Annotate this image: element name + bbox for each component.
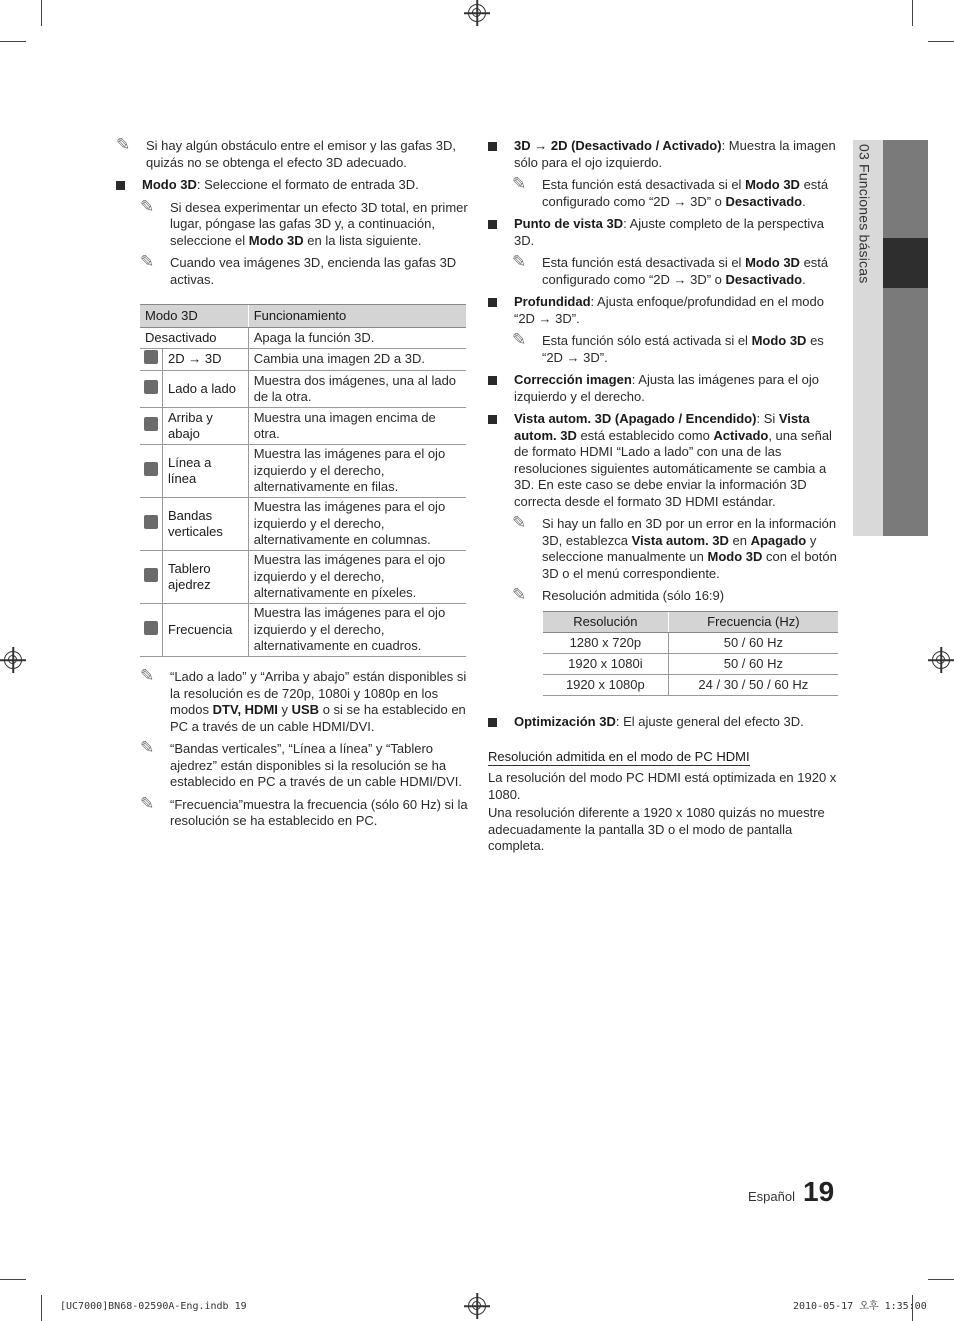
resolution-cell: 1920 x 1080i xyxy=(543,654,668,675)
pencil-note-icon: ✎ xyxy=(140,738,155,757)
mode-function: Apaga la función 3D. xyxy=(248,328,466,349)
registration-mark-icon xyxy=(468,4,486,22)
note-glasses-on: ✎ Cuando vea imágenes 3D, encienda las gafas 3D activas. xyxy=(140,252,457,287)
page-number: 19 xyxy=(803,1176,835,1207)
table-row xyxy=(140,349,466,371)
registration-mark-icon xyxy=(4,651,22,669)
column-header-mode: Modo 3D xyxy=(140,305,248,328)
footer-language: Español xyxy=(748,1189,795,1204)
side-tab-marker xyxy=(883,238,928,288)
pencil-note-icon: ✎ xyxy=(140,666,155,685)
note-pc-modes: ✎ “Bandas verticales”, “Línea a línea” y “Tablero ajedrez” están disponibles si la resolución se ha establecido en PC a través de un cable HDMI/DVI. xyxy=(140,738,462,789)
mode-name: Lado a lado xyxy=(163,371,249,408)
pencil-note-icon: ✎ xyxy=(116,135,131,154)
registration-mark-icon xyxy=(932,651,950,669)
frequency-cell: 24 / 30 / 50 / 60 Hz xyxy=(668,675,838,696)
note-vista-autom-fail: ✎ Si hay un fallo en 3D por un error en la información 3D, establezca Vista autom. 3D en Apagado y seleccione manualmente un Modo 3D con el botón 3D o el menú correspondiente. xyxy=(512,513,837,581)
table-row xyxy=(140,328,466,349)
resolution-cell: 1280 x 720p xyxy=(543,633,668,654)
note-profundidad: ✎ Esta función sólo está activada si el Modo 3D es “2D → 3D”. xyxy=(512,330,824,365)
note-resolution-modes: ✎ “Lado a lado” y “Arriba y abajo” están disponibles si la resolución es de 720p, 1080i y 1080p en los modos DTV, HDMI y USB o si se ha establecido en PC a través de un cable HDMI/DVI. xyxy=(140,666,467,734)
mode-top-bottom-icon xyxy=(144,417,158,431)
crop-mark xyxy=(928,1279,954,1280)
mode-name: Tablero ajedrez xyxy=(163,551,249,604)
bullet-optimizacion: Optimización 3D: El ajuste general del efecto 3D. xyxy=(488,714,840,731)
mode-3d-table xyxy=(140,304,466,657)
registration-mark-icon xyxy=(468,1297,486,1315)
table-row xyxy=(543,654,838,675)
square-bullet-icon xyxy=(116,181,125,190)
table-row xyxy=(543,675,838,696)
resolution-cell: 1920 x 1080p xyxy=(543,675,668,696)
pencil-note-icon: ✎ xyxy=(512,585,527,604)
table-row xyxy=(140,498,466,551)
pencil-note-icon: ✎ xyxy=(512,174,527,193)
print-slug-date: 2010-05-17 오후 1:35:00 xyxy=(793,1301,927,1312)
mode-function: Muestra dos imágenes, una al lado de la otra. xyxy=(248,371,466,408)
mode-name: Desactivado xyxy=(140,328,248,349)
table-row xyxy=(140,445,466,498)
mode-function: Cambia una imagen 2D a 3D. xyxy=(248,349,466,371)
table-header-row xyxy=(140,305,466,328)
mode-name: Bandas verticales xyxy=(163,498,249,551)
crop-mark xyxy=(928,41,954,42)
mode-function: Muestra las imágenes para el ojo izquierdo y el derecho, alternativamente en filas. xyxy=(248,445,466,498)
mode-function: Muestra las imágenes para el ojo izquierdo y el derecho, alternativamente en cuadros. xyxy=(248,604,466,657)
note-obstacle: ✎ Si hay algún obstáculo entre el emisor y las gafas 3D, quizás no se obtenga el efecto 3D adecuado. xyxy=(116,135,457,170)
note-frequency: ✎ “Frecuencia”muestra la frecuencia (sólo 60 Hz) si la resolución se ha establecido en PC. xyxy=(140,793,468,828)
side-tab-strip xyxy=(883,140,928,536)
square-bullet-icon xyxy=(488,220,497,229)
table-row xyxy=(543,633,838,654)
note-3d-to-2d: ✎ Esta función está desactivada si el Modo 3D está configurado como “2D → 3D” o Desactivado. xyxy=(512,174,829,209)
mode-checker-board-icon xyxy=(144,568,158,582)
mode-function: Muestra las imágenes para el ojo izquierdo y el derecho, alternativamente en columnas. xyxy=(248,498,466,551)
pencil-note-icon: ✎ xyxy=(512,252,527,271)
crop-mark xyxy=(0,41,26,42)
pencil-note-icon: ✎ xyxy=(140,196,155,216)
bullet-3d-to-2d: 3D → 2D (Desactivado / Activado): Muestra la imagen sólo para el ojo izquierdo. xyxy=(488,138,840,171)
square-bullet-icon xyxy=(488,415,497,424)
pencil-note-icon: ✎ xyxy=(512,330,527,349)
mode-vertical-stripe-icon xyxy=(144,515,158,529)
left-column xyxy=(116,135,468,836)
bullet-profundidad: Profundidad: Ajusta enfoque/profundidad en el modo “2D → 3D”. xyxy=(488,294,840,327)
mode-name: 2D → 3D xyxy=(163,349,249,371)
pencil-note-icon: ✎ xyxy=(140,252,155,271)
paragraph-pc-hdmi-other: Una resolución diferente a 1920 x 1080 quizás no muestre adecuadamente la pantalla 3D o el modo de pantalla completa. xyxy=(488,805,825,853)
bullet-correccion-imagen: Corrección imagen: Ajusta las imágenes para el ojo izquierdo y el derecho. xyxy=(488,372,840,405)
pencil-note-icon: ✎ xyxy=(512,513,527,532)
mode-frequency-icon xyxy=(144,621,158,635)
square-bullet-icon xyxy=(488,298,497,307)
mode-line-by-line-icon xyxy=(144,462,158,476)
paragraph-pc-hdmi-optimized: La resolución del modo PC HDMI está optimizada en 1920 x 1080. xyxy=(488,770,837,802)
square-bullet-icon xyxy=(488,376,497,385)
mode-function: Muestra las imágenes para el ojo izquierdo y el derecho, alternativamente en píxeles. xyxy=(248,551,466,604)
mode-function: Muestra una imagen encima de otra. xyxy=(248,408,466,445)
bullet-modo-3d: Modo 3D: Seleccione el formato de entrada 3D. xyxy=(116,177,468,194)
section-heading-pc-hdmi: Resolución admitida en el modo de PC HDMI xyxy=(488,749,750,767)
right-column xyxy=(488,138,840,857)
table-row xyxy=(140,408,466,445)
frequency-cell: 50 / 60 Hz xyxy=(668,633,838,654)
mode-side-by-side-icon xyxy=(144,380,158,394)
square-bullet-icon xyxy=(488,718,497,727)
crop-mark xyxy=(41,1295,42,1321)
note-punto-de-vista: ✎ Esta función está desactivada si el Modo 3D está configurado como “2D → 3D” o Desactivado. xyxy=(512,252,829,287)
table-row xyxy=(140,604,466,657)
resolution-table xyxy=(543,611,838,697)
bullet-vista-autom: Vista autom. 3D (Apagado / Encendido): Si Vista autom. 3D está establecido como Activado, una señal de formato HDMI “Lado a lado” con una de las resoluciones siguientes automáticamente se cambia a 3D. En este caso se debe enviar la información 3D correcta desde el formato 3D HDMI estándar. xyxy=(488,411,840,510)
chapter-label: 03 Funciones básicas xyxy=(856,144,873,284)
mode-name: Arriba y abajo xyxy=(163,408,249,445)
mode-name: Línea a línea xyxy=(163,445,249,498)
print-slug-file: [UC7000]BN68-02590A-Eng.indb 19 xyxy=(60,1301,247,1312)
mode-name: Frecuencia xyxy=(163,604,249,657)
table-header-row xyxy=(543,611,838,633)
crop-mark xyxy=(41,0,42,26)
bullet-punto-de-vista: Punto de vista 3D: Ajuste completo de la perspectiva 3D. xyxy=(488,216,840,249)
pencil-note-icon: ✎ xyxy=(140,793,155,813)
mode-2d-3d-icon xyxy=(144,350,158,364)
square-bullet-icon xyxy=(488,142,497,151)
crop-mark xyxy=(912,0,913,26)
crop-mark xyxy=(0,1279,26,1280)
column-header-resolution: Resolución xyxy=(543,611,668,633)
frequency-cell: 50 / 60 Hz xyxy=(668,654,838,675)
column-header-frequency: Frecuencia (Hz) xyxy=(668,611,838,633)
note-supported-resolution: ✎ Resolución admitida (sólo 16:9) xyxy=(512,585,725,604)
table-row xyxy=(140,371,466,408)
note-full-3d: ✎ Si desea experimentar un efecto 3D total, en primer lugar, póngase las gafas 3D y, a continuación, seleccione el Modo 3D en la lista siguiente. xyxy=(140,196,468,248)
table-row xyxy=(140,551,466,604)
column-header-function: Funcionamiento xyxy=(248,305,466,328)
